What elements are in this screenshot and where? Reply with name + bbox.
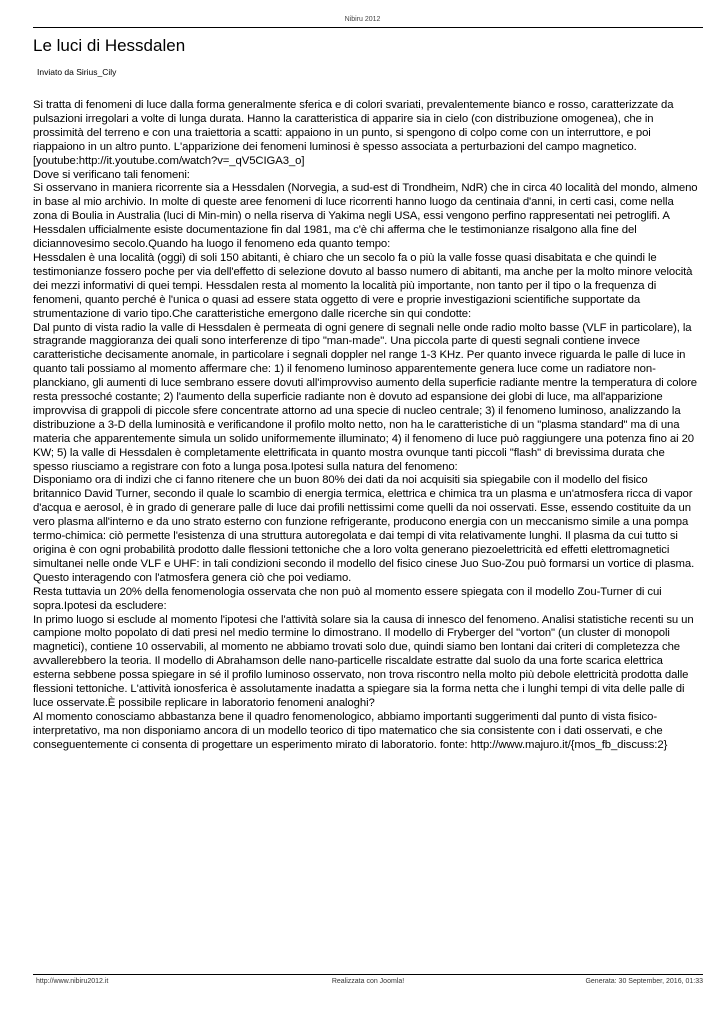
footer-made-with: Realizzata con Joomla! bbox=[331, 978, 405, 985]
footer-site-url[interactable]: http://www.nibiru2012.it bbox=[36, 978, 109, 985]
article-paragraph: Al momento conosciamo abbastanza bene il quadro fenomenologico, abbiamo importanti suggerimenti dal punto di vista fisico-interpretativo, ma non disponiamo ancora di un modello teorico di tipo matematico che sia consistente con i dati osservati, e che conseguentemente ci consenta di progettare un esperimento mirato di laboratorio. fonte: http://www.majuro.it/{mos_fb_discuss:2} bbox=[33, 710, 668, 751]
article-paragraph: Si tratta di fenomeni di luce dalla forma generalmente sferica e di colori svariati, prevalentemente bianco e rosso, caratterizzate da pulsazioni irregolari a volte di lunga durata. Hanno la caratteristica di apparire sia in cielo (con distribuzione omogenea), che in prossimità del terreno e con una traiettoria a scatti: appaiono in un punto, si spengono di colpo come con un interruttore, e poi riappaiono in un altro punto. L'apparizione dei fenomeni luminosi è spesso associata a perturbazioni del campo magnetico.[youtube:http://it.youtube.com/watch?v=_qV5CIGA3_o] bbox=[33, 99, 674, 167]
footer-generated-date: Generata: 30 September, 2016, 01:33 bbox=[585, 978, 703, 985]
header-divider bbox=[33, 27, 703, 28]
article-paragraph: Hessdalen è una località (oggi) di soli 150 abitanti, è chiaro che un secolo fa o più la valle fosse quasi disabitata e che quindi le testimonianze fossero poche per via dell'effetto di selezione dovuto al basso numero di abitanti, ma anche per la molto minore velocità dei mezzi informativi di quei tempi. Hessdalen resta al momento la località più importante, non tanto per il tipo o la frequenza di fenomeni, quanto perché è l'unica o quasi ad essere stata oggetto di vere e proprie investigazioni scientifiche supportate da strumentazione di vario tipo.Che caratteristiche emergono dalle ricerche sin qui condotte: bbox=[33, 251, 693, 320]
footer-divider bbox=[33, 974, 703, 975]
article-body bbox=[33, 99, 698, 753]
article-paragraph: Resta tuttavia un 20% della fenomenologia osservata che non può al momento essere spiegata con il modello Zou-Turner di cui sopra.Ipotesi da escludere: bbox=[33, 585, 662, 612]
article-paragraph: Dove si verificano tali fenomeni: bbox=[33, 168, 190, 181]
article-paragraph: Disponiamo ora di indizi che ci fanno ritenere che un buon 80% dei dati da noi acquisiti sia spiegabile con il modello del fisico britannico David Turner, secondo il quale lo scambio di energia termica, elettrica e chimica tra un plasma e un'atmosfera ricca di vapor d'acqua e aerosol, è in grado di generare palle di luce dai profili nettissimi come quelli da noi osservati. Esse, essendo costituite da un vero plasma all'interno e da uno strato esterno con funzione refrigerante, producono energia con un meccanismo simile a una pompa termo-chimica: ciò permette l'esistenza di una struttura autoregolata e dai tempi di vita relativamente lunghi. Il plasma da cui tutto si origina è con ogni probabilità prodotto dalle flessioni tettoniche che a loro volta generano piezoelettricità ed effetti elettromagnetici simultanei nelle onde VLF e UHF: in tali condizioni secondo il modello del fisico cinese Juo Suo-Zou può formarsi un vortice di plasma. Questo interagendo con l'atmosfera genera ciò che poi vediamo. bbox=[33, 474, 695, 584]
article-paragraph: Dal punto di vista radio la valle di Hessdalen è permeata di ogni genere di segnali nelle onde radio molto basse (VLF in particolare), la stragrande maggioranza dei quali sono interferenze di tipo "man-made". Una piccola parte di questi segnali contiene invece caratteristiche decisamente anomale, in particolare i segnali doppler nel range 1-3 KHz. Per quanto invece riguarda le palle di luce in quanto tali possiamo al momento affermare che: 1) il fenomeno luminoso apparentemente genera luce come un radiatore non-planckiano, gli aumenti di luce sembrano essere dovuti all'improvviso aumento della superficie radiante mentre la temperatura di colore resta pressoché costante; 2) l'aumento della superficie radiante non è dovuto ad espansione dei globi di luce, ma all'apparizione improvvisa di grappoli di piccole sfere concentrate attorno ad una specie di nucleo centrale; 3) il fenomeno luminoso, analizzando la distribuzione a 3-D della luminosità e verificandone il profilo molto netto, non ha le caratteristiche di un "plasma standard" ma di una materia che apparentemente simula un solido uniformemente illuminato; 4) il fenomeno di luce può raggiungere una potenza fino ai 20 KW; 5) la valle di Hessdalen è completamente elettrificata in quanto mostra ovunque tanti piccoli "flash" di brevissima durata che spesso riusciamo a registrare con foto a lunga posa.Ipotesi sulla natura del fenomeno: bbox=[33, 321, 697, 473]
article-byline: Inviato da Sirius_Cily bbox=[37, 67, 117, 77]
article-paragraph: In primo luogo si esclude al momento l'ipotesi che l'attività solare sia la causa di innesco del fenomeno. Analisi statistiche recenti su un campione molto popolato di dati presi nel medio termine lo dimostrano. Il modello di Fryberger del "vorton" (un cluster di monopoli magnetici), contiene 10 osservabili, al momento ne abbiamo trovati solo due, quindi siamo ben lontani dai criteri di completezza che avvallerebbero la teoria. Il modello di Abrahamson delle nano-particelle riscaldate estratte dal suolo da una forte scarica elettrica esterna sebbene possa spiegare in sé il profilo luminoso osservato, non trova riscontro nella molto più debole elettricità prodotta dalle flessioni tettoniche. L'attività ionosferica è assolutamente inadatta a spiegare sia la forma netta che i lunghi tempi di vita delle palle di luce osservate.È possibile replicare in laboratorio fenomeni analoghi? bbox=[33, 613, 694, 709]
site-title: Nibiru 2012 bbox=[344, 16, 381, 23]
article-title: Le luci di Hessdalen bbox=[33, 36, 186, 55]
page-footer bbox=[33, 978, 703, 988]
article-paragraph: Si osservano in maniera ricorrente sia a Hessdalen (Norvegia, a sud-est di Trondheim, NdR) che in circa 40 località del mondo, almeno in base al mio archivio. In molte di queste aree fenomeni di luce ricorrenti hanno luogo da centinaia d'anni, in certi casi, come nella zona di Boulia in Australia (luci di Min-min) o nella riserva di Yakima negli USA, essi vengono perfino rappresentati nei petroglifi. A Hessdalen ufficialmente esiste documentazione fin dal 1981, ma c'è chi afferma che le testimonianze risalgono alla fine del diciannovesimo secolo.Quando ha luogo il fenomeno eda quanto tempo: bbox=[33, 182, 698, 251]
